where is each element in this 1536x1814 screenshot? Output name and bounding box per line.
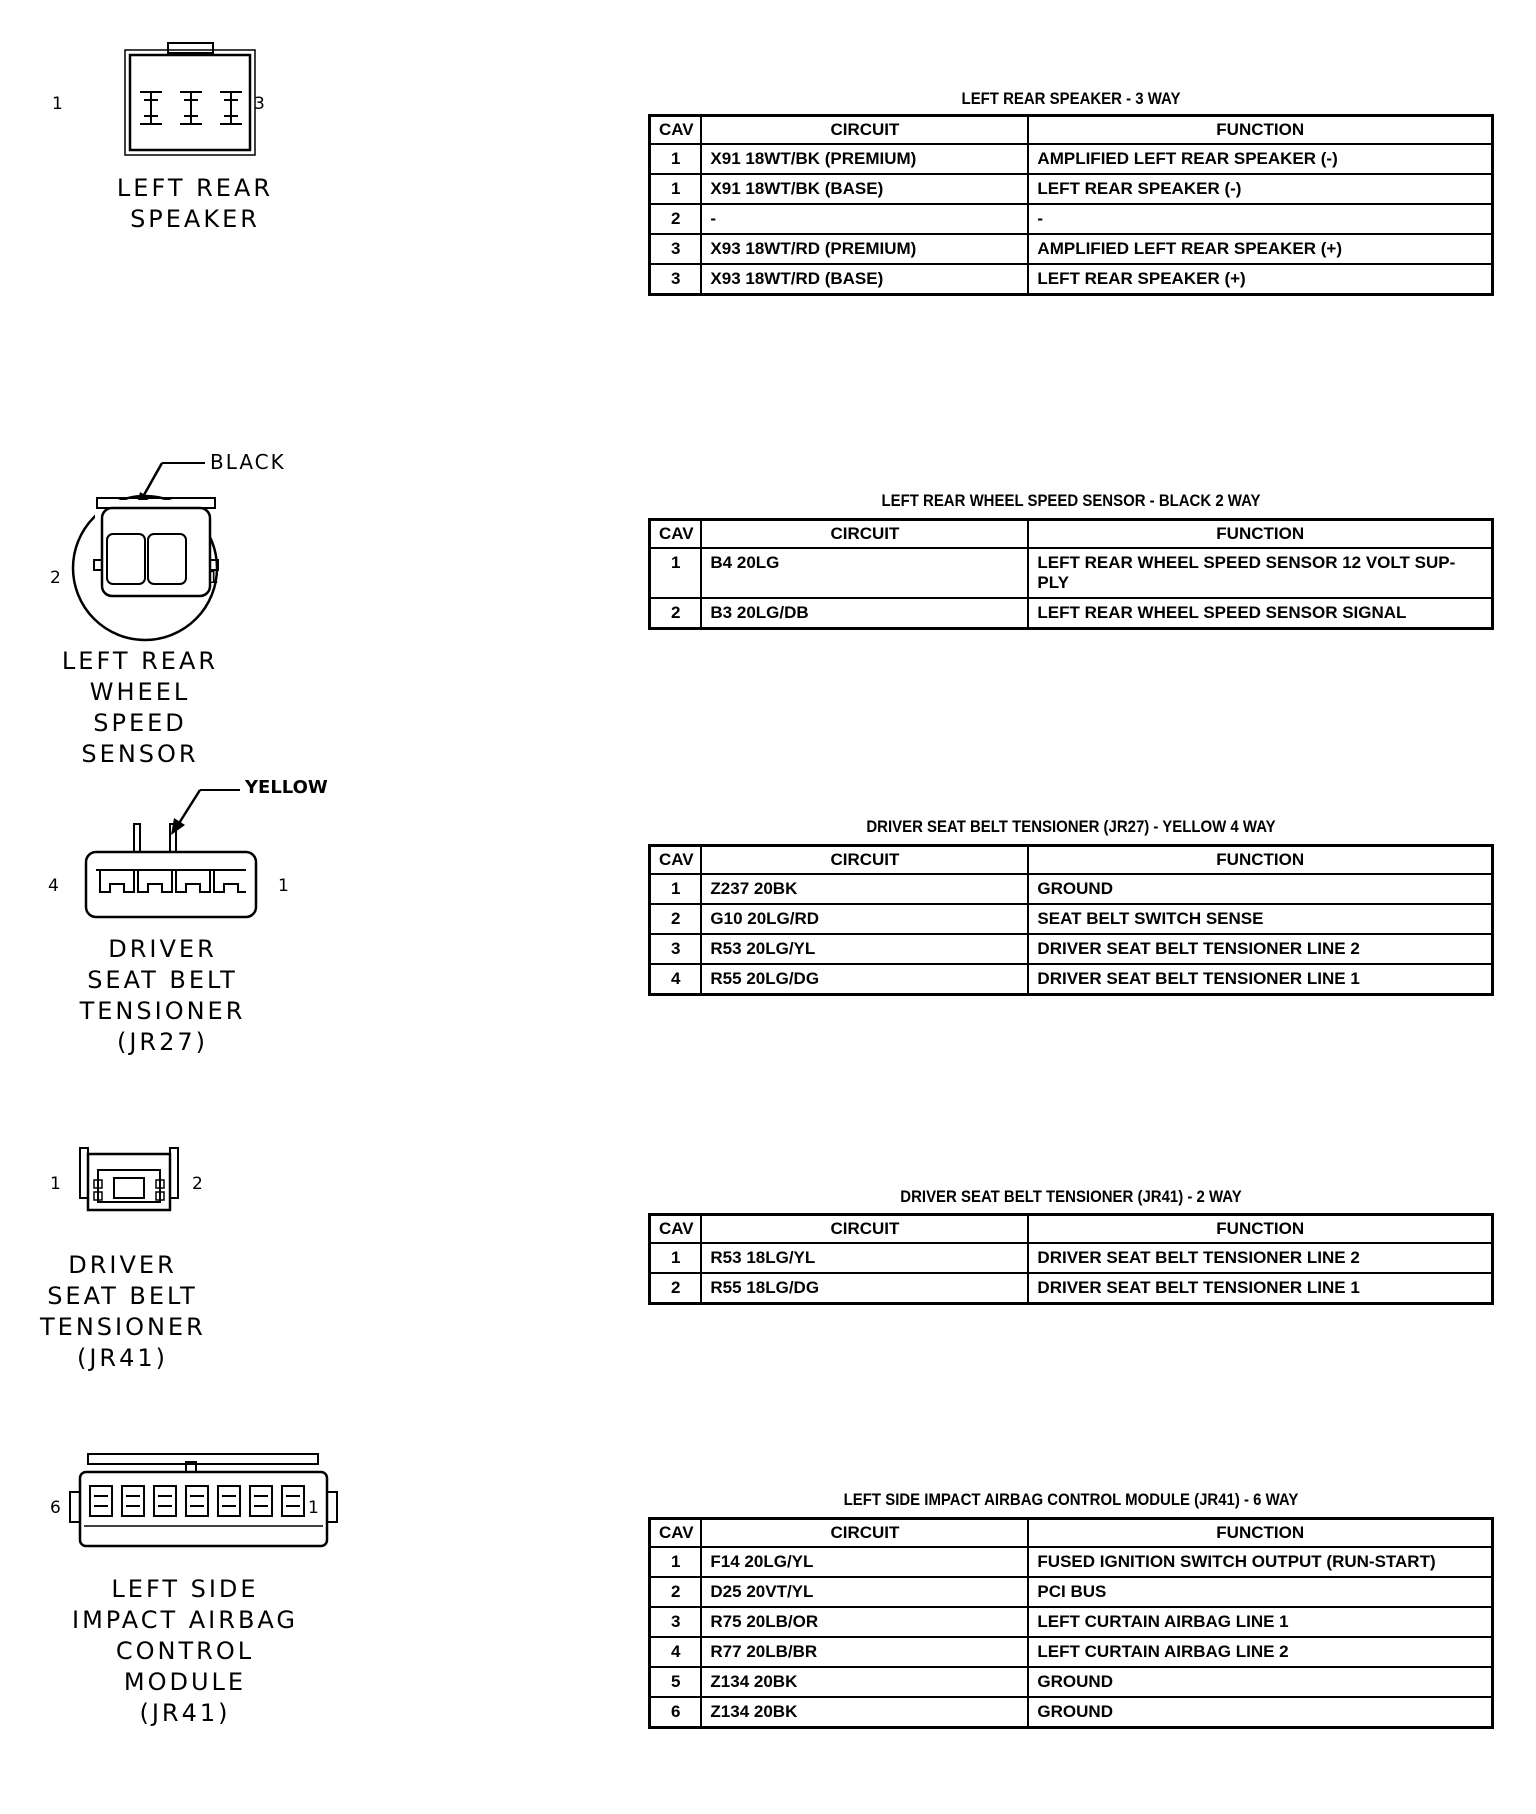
cell-cav: 1 — [650, 144, 702, 174]
table-row — [650, 1697, 1493, 1728]
cell-function: LEFT REAR WHEEL SPEED SENSOR SIGNAL — [1028, 598, 1492, 629]
cell-function: - — [1028, 204, 1492, 234]
cell-cav: 2 — [650, 904, 702, 934]
cell-cav: 1 — [650, 1547, 702, 1577]
cell-function: LEFT REAR SPEAKER (-) — [1028, 174, 1492, 204]
connector-drawing — [40, 1440, 340, 1560]
table-row — [650, 264, 1493, 295]
cell-cav: 1 — [650, 548, 702, 598]
cell-cav: 1 — [650, 174, 702, 204]
table-row — [650, 1637, 1493, 1667]
pin-label-right: 1 — [308, 1498, 319, 1518]
pinout-table-left-rear-wheel-speed-sensor — [648, 518, 1494, 630]
cell-cav: 3 — [650, 264, 702, 295]
pin-label-right: 2 — [192, 1174, 203, 1194]
cell-circuit: D25 20VT/YL — [701, 1577, 1028, 1607]
connector-drawing — [40, 1140, 280, 1250]
cell-circuit: X91 18WT/BK (PREMIUM) — [701, 144, 1028, 174]
header-cav: CAV — [650, 846, 702, 875]
table-title: DRIVER SEAT BELT TENSIONER (JR41) - 2 WAY — [900, 1187, 1242, 1206]
cell-cav: 3 — [650, 934, 702, 964]
cell-cav: 3 — [650, 1607, 702, 1637]
pin-label-left: 4 — [48, 876, 59, 896]
cell-circuit: R77 20LB/BR — [701, 1637, 1028, 1667]
table-row — [650, 1577, 1493, 1607]
connector-label: LEFT SIDE IMPACT AIRBAG CONTROL MODULE (JR41) — [72, 1575, 298, 1727]
header-circuit: CIRCUIT — [701, 520, 1028, 549]
pin-label-right: 1 — [278, 876, 289, 896]
cell-cav: 4 — [650, 1637, 702, 1667]
cell-function: LEFT CURTAIN AIRBAG LINE 1 — [1028, 1607, 1492, 1637]
cell-function: GROUND — [1028, 874, 1492, 904]
cell-cav: 3 — [650, 234, 702, 264]
connector-driver-seat-belt-tensioner-jr27 — [40, 770, 328, 1070]
header-circuit: CIRCUIT — [701, 846, 1028, 875]
cell-circuit: R55 20LG/DG — [701, 964, 1028, 995]
cell-cav: 1 — [650, 874, 702, 904]
connector-driver-seat-belt-tensioner-jr41 — [40, 1140, 280, 1380]
table-row — [650, 1667, 1493, 1697]
table-row — [650, 598, 1493, 629]
cell-cav: 2 — [650, 598, 702, 629]
header-cav: CAV — [650, 116, 702, 145]
cell-function: PCI BUS — [1028, 1577, 1492, 1607]
color-callout: BLACK — [210, 450, 286, 474]
cell-circuit: R53 20LG/YL — [701, 934, 1028, 964]
cell-circuit: X93 18WT/RD (BASE) — [701, 264, 1028, 295]
header-cav: CAV — [650, 1519, 702, 1548]
cell-function: AMPLIFIED LEFT REAR SPEAKER (-) — [1028, 144, 1492, 174]
table-row — [650, 548, 1493, 598]
header-function: FUNCTION — [1028, 116, 1492, 145]
connector-left-side-impact-airbag-control-module — [40, 1440, 340, 1727]
header-function: FUNCTION — [1028, 846, 1492, 875]
cell-circuit: G10 20LG/RD — [701, 904, 1028, 934]
cell-function: SEAT BELT SWITCH SENSE — [1028, 904, 1492, 934]
pin-label-left: 1 — [50, 1174, 61, 1194]
cell-function: LEFT REAR SPEAKER (+) — [1028, 264, 1492, 295]
pinout-table-left-side-impact-airbag-control-module — [648, 1517, 1494, 1729]
table-header-row — [650, 846, 1493, 875]
table-title: LEFT SIDE IMPACT AIRBAG CONTROL MODULE (JR41) - 6 WAY — [843, 1490, 1299, 1509]
header-cav: CAV — [650, 520, 702, 549]
table-row — [650, 144, 1493, 174]
cell-cav: 1 — [650, 1243, 702, 1273]
table-header-row — [650, 116, 1493, 145]
cell-function: DRIVER SEAT BELT TENSIONER LINE 1 — [1028, 1273, 1492, 1304]
table-header-row — [650, 1519, 1493, 1548]
table-row — [650, 1607, 1493, 1637]
table-title: DRIVER SEAT BELT TENSIONER (JR27) - YELLOW 4 WAY — [866, 817, 1276, 836]
cell-circuit: R55 18LG/DG — [701, 1273, 1028, 1304]
pin-label-right: 1 — [208, 568, 219, 588]
table-row — [650, 1547, 1493, 1577]
cell-function: DRIVER SEAT BELT TENSIONER LINE 2 — [1028, 934, 1492, 964]
pinout-table-driver-seat-belt-tensioner-jr41 — [648, 1213, 1494, 1305]
connector-label: DRIVER SEAT BELT TENSIONER (JR41) — [40, 1251, 206, 1372]
table-row — [650, 904, 1493, 934]
connector-left-rear-wheel-speed-sensor — [40, 440, 300, 768]
cell-function: GROUND — [1028, 1697, 1492, 1728]
cell-circuit: Z134 20BK — [701, 1697, 1028, 1728]
header-cav: CAV — [650, 1215, 702, 1244]
connector-label: LEFT REAR WHEEL SPEED SENSOR — [61, 647, 219, 768]
pin-label-left: 2 — [50, 568, 61, 588]
table-row — [650, 1243, 1493, 1273]
cell-function: LEFT CURTAIN AIRBAG LINE 2 — [1028, 1637, 1492, 1667]
table-header-row — [650, 1215, 1493, 1244]
cell-cav: 2 — [650, 204, 702, 234]
cell-circuit: X93 18WT/RD (PREMIUM) — [701, 234, 1028, 264]
connector-label: DRIVER SEAT BELT TENSIONER (JR27) — [79, 935, 246, 1056]
connector-drawing — [40, 40, 280, 160]
cell-cav: 2 — [650, 1577, 702, 1607]
table-row — [650, 934, 1493, 964]
cell-cav: 5 — [650, 1667, 702, 1697]
cell-circuit: Z134 20BK — [701, 1667, 1028, 1697]
cell-function: DRIVER SEAT BELT TENSIONER LINE 1 — [1028, 964, 1492, 995]
cell-function: LEFT REAR WHEEL SPEED SENSOR 12 VOLT SUP-PLY — [1028, 548, 1492, 598]
header-circuit: CIRCUIT — [701, 116, 1028, 145]
header-function: FUNCTION — [1028, 1519, 1492, 1548]
connector-left-rear-speaker — [40, 40, 280, 240]
header-function: FUNCTION — [1028, 1215, 1492, 1244]
cell-cav: 4 — [650, 964, 702, 995]
cell-circuit: R75 20LB/OR — [701, 1607, 1028, 1637]
pin-label-left: 6 — [50, 1498, 61, 1518]
cell-function: GROUND — [1028, 1667, 1492, 1697]
table-row — [650, 874, 1493, 904]
cell-circuit: B4 20LG — [701, 548, 1028, 598]
table-title: LEFT REAR WHEEL SPEED SENSOR - BLACK 2 WAY — [881, 491, 1261, 510]
cell-circuit: X91 18WT/BK (BASE) — [701, 174, 1028, 204]
cell-function: DRIVER SEAT BELT TENSIONER LINE 2 — [1028, 1243, 1492, 1273]
pin-label-left: 1 — [52, 94, 63, 114]
table-row — [650, 174, 1493, 204]
table-header-row — [650, 520, 1493, 549]
table-title: LEFT REAR SPEAKER - 3 WAY — [961, 89, 1181, 108]
color-callout: YELLOW — [245, 777, 328, 798]
pinout-table-driver-seat-belt-tensioner-jr27 — [648, 844, 1494, 996]
cell-function: FUSED IGNITION SWITCH OUTPUT (RUN-START) — [1028, 1547, 1492, 1577]
table-row — [650, 234, 1493, 264]
cell-circuit: - — [701, 204, 1028, 234]
cell-circuit: R53 18LG/YL — [701, 1243, 1028, 1273]
table-row — [650, 204, 1493, 234]
cell-cav: 2 — [650, 1273, 702, 1304]
table-row — [650, 1273, 1493, 1304]
cell-circuit: B3 20LG/DB — [701, 598, 1028, 629]
cell-circuit: F14 20LG/YL — [701, 1547, 1028, 1577]
pinout-table-left-rear-speaker — [648, 114, 1494, 296]
header-circuit: CIRCUIT — [701, 1519, 1028, 1548]
header-circuit: CIRCUIT — [701, 1215, 1028, 1244]
connector-label: LEFT REAR SPEAKER — [116, 174, 274, 233]
header-function: FUNCTION — [1028, 520, 1492, 549]
table-row — [650, 964, 1493, 995]
cell-circuit: Z237 20BK — [701, 874, 1028, 904]
cell-function: AMPLIFIED LEFT REAR SPEAKER (+) — [1028, 234, 1492, 264]
pin-label-right: 3 — [254, 94, 265, 114]
cell-cav: 6 — [650, 1697, 702, 1728]
